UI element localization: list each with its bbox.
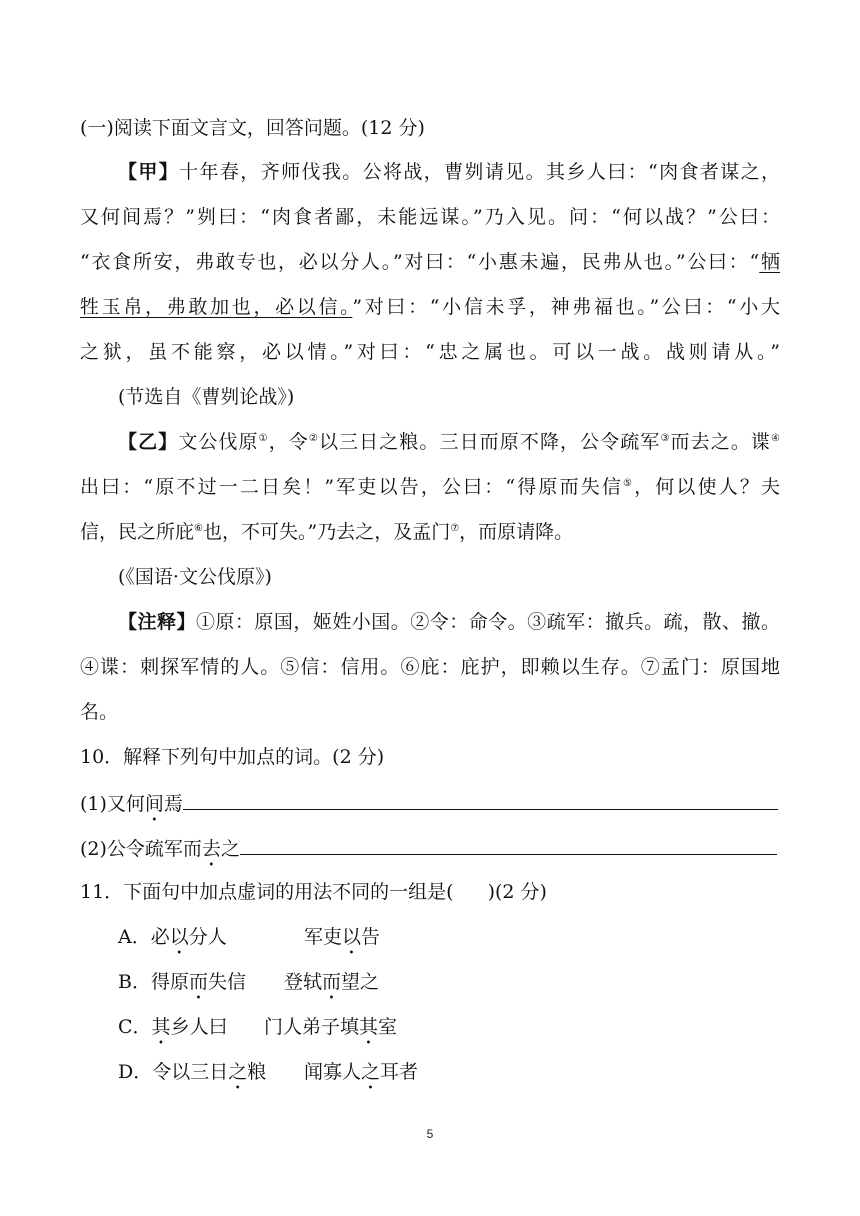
option-text: D．令以三日	[118, 1061, 229, 1083]
option-text: 失信	[207, 971, 246, 993]
passage-jia-line-4	[80, 292, 780, 322]
footnote-marker: ①	[258, 433, 269, 444]
dotted-word: 以	[342, 926, 362, 948]
passage-yi-line-2	[80, 472, 780, 502]
dotted-word: 而	[322, 971, 342, 993]
option-text: 告	[361, 926, 381, 948]
passage-yi-source: (《国语·文公伐原》)	[118, 566, 272, 588]
answer-blank[interactable]	[183, 787, 778, 810]
footnote-marker: ⑥	[194, 523, 203, 534]
notes-line-3: 名。	[80, 701, 119, 723]
footnote-marker: ②	[308, 433, 319, 444]
passage-yi-line-1	[118, 427, 780, 457]
passage-jia-text: ”对曰：“小信未孚，神弗福也。”公曰：“小大	[352, 296, 780, 318]
option-text: 室	[378, 1016, 398, 1038]
passage-yi-text: ，而原请降。	[459, 521, 574, 543]
item-text: (1)又何	[80, 793, 145, 815]
passage-jia-line-1	[118, 157, 780, 187]
option-text: 闻寡人	[304, 1061, 362, 1083]
underlined-sentence: 牺	[759, 251, 780, 273]
dotted-word: 之	[228, 1061, 248, 1083]
option-b	[118, 967, 780, 1004]
passage-jia-line-3	[80, 247, 780, 277]
footnote-marker: ⑦	[450, 523, 460, 534]
passage-yi-text: 信，民之所庇	[80, 521, 195, 543]
notes-line-2: ④谍：刺探军情的人。⑤信：信用。⑥庇：庇护，即赖以生存。⑦孟门：原国地	[80, 656, 780, 678]
item-text: 之	[220, 838, 240, 860]
underlined-sentence: 牲玉帛，弗敢加也，必以信。	[80, 296, 353, 318]
passage-yi-text: 文公伐原	[178, 431, 259, 453]
dotted-word: 而	[188, 971, 208, 993]
passage-yi-text: 而去之。谍	[670, 431, 771, 453]
notes-text: ①原：原国，姬姓小国。②令：命令。③疏军：撤兵。疏，散、撤。	[195, 611, 780, 633]
option-text: A．必	[118, 926, 170, 948]
option-text: 门人弟子填	[264, 1016, 360, 1038]
question-10-item-1	[80, 787, 780, 826]
dotted-word: 其	[151, 1016, 171, 1038]
answer-blank[interactable]	[240, 832, 777, 855]
passage-jia-source: (节选自《曹刿论战》)	[118, 386, 295, 408]
option-text: 登轼	[284, 971, 323, 993]
option-a	[118, 922, 780, 959]
item-text: (2)公令疏军而	[80, 838, 202, 860]
page-number: 5	[426, 1127, 434, 1141]
item-text: 焉	[163, 793, 183, 815]
notes-line-1	[118, 607, 780, 637]
passage-yi-text: ，令	[268, 431, 309, 453]
passage-yi-text: 出曰：“原不过一二日矣！”军吏以告，公曰：“得原而失信	[80, 476, 624, 498]
question-text: )(2 分)	[487, 881, 547, 903]
passage-jia-line-5: 之狱，虽不能察，必以情。”对曰：“忠之属也。可以一战。战则请从。”	[80, 341, 780, 363]
option-c	[118, 1012, 780, 1049]
option-text: 分人	[188, 926, 227, 948]
dotted-word: 其	[359, 1016, 379, 1038]
passage-yi-text: ，何以使人？夫	[634, 476, 780, 498]
footnote-marker: ④	[771, 433, 780, 444]
footnote-marker: ⑤	[623, 478, 635, 489]
section-title: (一)阅读下面文言文，回答问题。(12 分)	[80, 117, 425, 139]
passage-yi-line-3	[80, 517, 780, 547]
question-10-item-2	[80, 832, 780, 871]
passage-jia-line-2: 又何间焉？”刿曰：“肉食者鄙，未能远谋。”乃入见。问：“何以战？”公曰：	[80, 206, 780, 228]
dotted-word: 以	[169, 926, 189, 948]
notes-label: 【注释】	[118, 611, 196, 633]
passage-yi-text: 以三日之粮。三日而原不降，公令疏军	[318, 431, 661, 453]
dotted-word: 间	[144, 793, 164, 815]
option-text: C．	[118, 1016, 152, 1038]
option-text: 耳者	[380, 1061, 419, 1083]
passage-yi-label: 【乙】	[118, 431, 179, 453]
question-11-title	[80, 877, 780, 907]
passage-yi-text: 也，不可失。”乃去之，及孟门	[202, 521, 451, 543]
option-text: 乡人曰	[170, 1016, 228, 1038]
dotted-word: 之	[361, 1061, 381, 1083]
option-text: 望之	[341, 971, 380, 993]
option-text: 粮	[247, 1061, 267, 1083]
option-text: 军吏	[304, 926, 343, 948]
option-text: B．得原	[118, 971, 189, 993]
passage-jia-text: “衣食所安，弗敢专也，必以分人。”对曰：“小惠未遍，民弗从也。”公曰：“	[80, 251, 760, 273]
passage-jia-text: 十年春，齐师伐我。公将战，曹刿请见。其乡人曰：“肉食者谋之，	[179, 161, 780, 183]
option-d	[118, 1057, 780, 1094]
question-text: 11．下面句中加点虚词的用法不同的一组是(	[80, 881, 454, 903]
footnote-marker: ③	[660, 433, 671, 444]
passage-jia-label: 【甲】	[118, 161, 180, 183]
question-10-title: 10．解释下列句中加点的词。(2 分)	[80, 746, 385, 768]
dotted-word: 去	[201, 838, 221, 860]
